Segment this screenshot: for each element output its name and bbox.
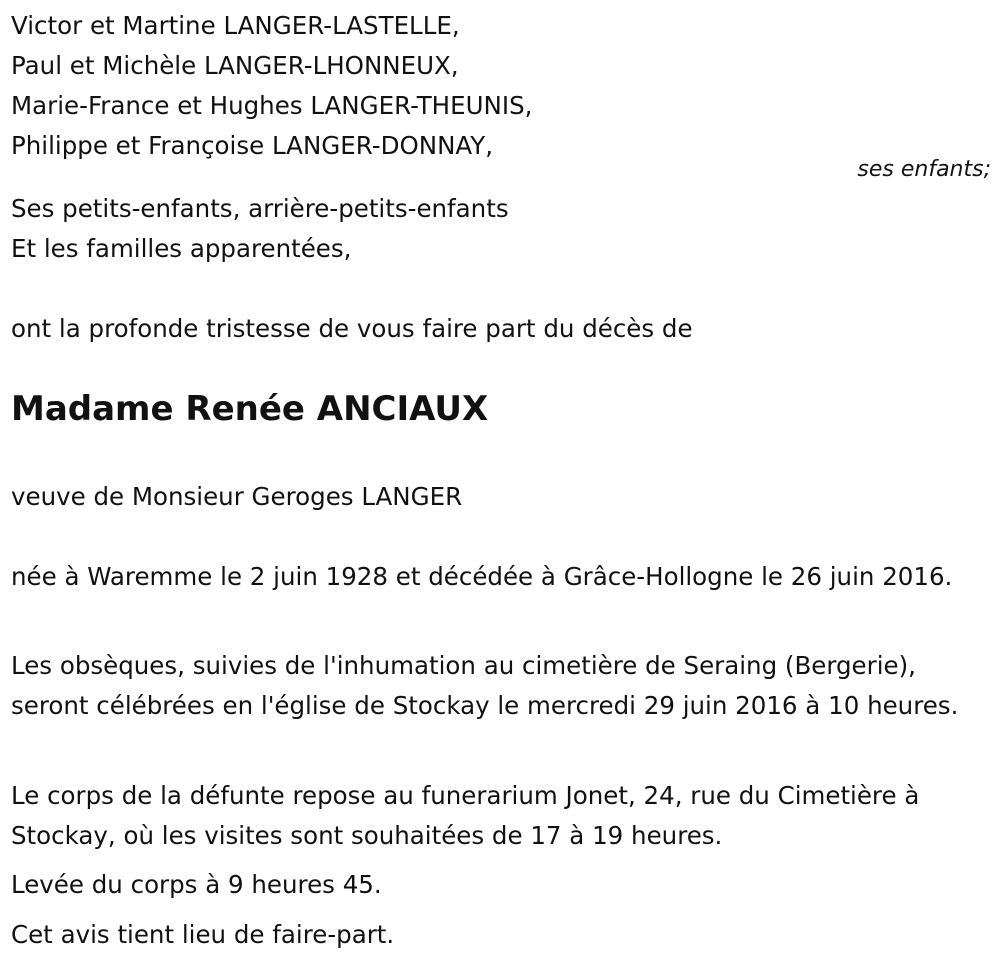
funeral-paragraph: Les obsèques, suivies de l'inhumation au cimetière de Seraing (Bergerie), seront célébrées en l'église de Stockay le mercredi 29 juin 2016 à 10 heures. <box>11 651 959 720</box>
relatives-line: Et les familles apparentées, <box>11 234 352 263</box>
child-couple-1: Victor et Martine LANGER-LASTELLE, <box>11 11 460 40</box>
children-role-label: ses enfants; <box>857 157 991 182</box>
child-couple-3: Marie-France et Hughes LANGER-THEUNIS, <box>11 91 533 120</box>
closing-text: Cet avis tient lieu de faire-part. <box>11 920 395 949</box>
child-couple-4: Philippe et Françoise LANGER-DONNAY, <box>11 131 494 160</box>
widow-of-text: veuve de Monsieur Geroges LANGER <box>11 482 463 511</box>
birth-death-paragraph: née à Waremme le 2 juin 1928 et décédée à Grâce-Hollogne le 26 juin 2016. <box>11 562 953 591</box>
departure-text: Levée du corps à 9 heures 45. <box>11 870 382 899</box>
visitation-paragraph: Le corps de la défunte repose au funerarium Jonet, 24, rue du Cimetière à Stockay, où les visites sont souhaitées de 17 à 19 heures. <box>11 781 920 850</box>
announcement-text: ont la profonde tristesse de vous faire part du décès de <box>11 314 693 343</box>
grandchildren-line: Ses petits-enfants, arrière-petits-enfants <box>11 194 509 223</box>
child-couple-2: Paul et Michèle LANGER-LHONNEUX, <box>11 51 459 80</box>
deceased-name: Madame Renée ANCIAUX <box>11 389 489 429</box>
